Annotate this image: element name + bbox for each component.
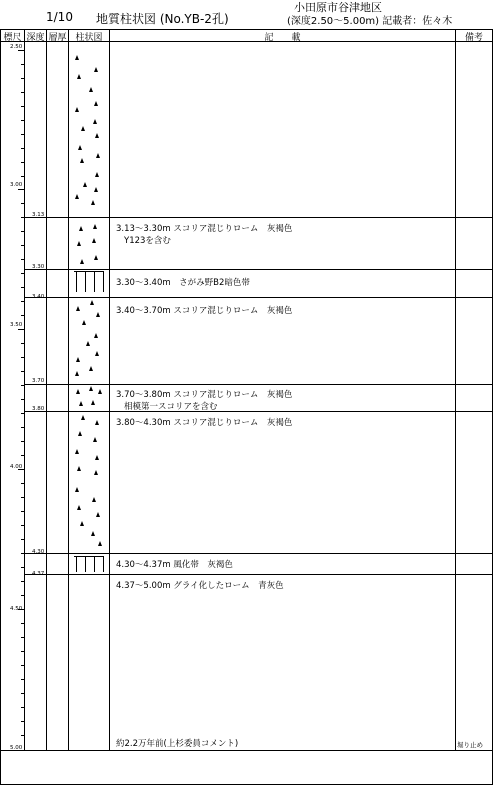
scale-label-3-50: 3.50 [10, 322, 23, 328]
depth-label: 4.30 [32, 549, 45, 555]
depth-label: 3.40 [32, 294, 45, 300]
layer-description-note: Y123を含む [124, 236, 171, 246]
header-elevation: 標尺 [3, 33, 22, 43]
depth-label: 4.37 [32, 571, 45, 577]
header-depth: 深度 [26, 33, 45, 43]
scale-label-5-00: 5.00 [10, 745, 23, 751]
layer-description: 4.37～5.00m グライ化したローム 青灰色 [116, 581, 284, 591]
layer-description-note: 相模第一スコリアを含む [124, 402, 218, 412]
layer-description: 3.40～3.70m スコリア混じりローム 灰褐色 [116, 306, 293, 316]
location-label: 小田原市谷津地区 [294, 1, 382, 14]
layer-description: 3.70～3.80m スコリア混じりローム 灰褐色 [116, 390, 293, 400]
layer-description: 3.80～4.30m スコリア混じりローム 灰褐色 [116, 418, 293, 428]
scale-label-4-50: 4.50 [10, 606, 23, 612]
age-comment: 約2.2万年前(上杉委員コメント) [116, 739, 239, 749]
page-title: 地質柱状図 (No.YB-2孔) [96, 12, 229, 26]
scale-label: 1/10 [46, 10, 73, 24]
range-author-label: (深度2.50～5.00m) 記載者：佐々木 [287, 16, 453, 27]
remarks-end-of-boring: 堀り止め [457, 741, 483, 749]
depth-label: 3.30 [32, 264, 45, 270]
layer-description: 3.13～3.30m スコリア混じりローム 灰褐色 [116, 224, 293, 234]
layer-description: 3.30～3.40m さがみ野B2暗色帯 [116, 278, 250, 288]
header-column: 柱状図 [75, 33, 103, 43]
depth-label: 3.70 [32, 378, 45, 384]
depth-label: 3.80 [32, 406, 45, 412]
header-description: 記 載 [264, 33, 301, 43]
depth-label: 3.13 [32, 212, 45, 218]
scale-label-2-50: 2.50 [10, 44, 23, 50]
layer-description: 4.30～4.37m 風化帯 灰褐色 [116, 560, 233, 570]
header-remarks: 備考 [464, 33, 483, 43]
header-thickness: 層厚 [48, 33, 67, 43]
scale-label-4-00: 4.00 [10, 464, 23, 470]
scale-label-3-00: 3.00 [10, 182, 23, 188]
